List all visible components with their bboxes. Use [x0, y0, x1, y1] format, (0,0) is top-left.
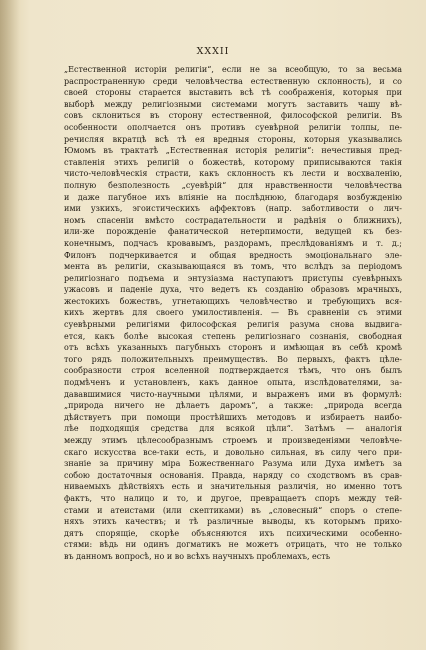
- text-line: няхъ этихъ качествъ; и тѣ различные выводы, къ которымъ прихо-: [64, 517, 402, 527]
- text-line: полную безполезность „суевѣрій“ для нравственности человѣчества: [64, 180, 402, 190]
- page-number: XXXII: [196, 46, 230, 57]
- text-line: распространенную среди человѣчества естественную склонность), и со: [64, 76, 402, 86]
- text-line: лѣе подходящія средства для всякой цѣли“. Затѣмъ — аналогія: [64, 424, 402, 434]
- binding-shadow: [0, 0, 20, 650]
- text-line: стами и атеистами (или скептиками) въ „словесный“ споръ о степе-: [64, 505, 402, 515]
- text-line: ниваемыхъ дѣйствіяхъ есть и значительныя различія, но именно тотъ: [64, 482, 402, 492]
- text-line: особенности ополчается онъ противъ суевѣрной религіи толпы, пе-: [64, 122, 402, 132]
- text-line: Юмомъ въ трактатѣ „Естественная исторія религіи“: нечестивыя пред-: [64, 146, 402, 156]
- text-line: мента въ религіи, сказывающаяся въ томъ, что вслѣдъ за періодомъ: [64, 262, 402, 272]
- text-line: или-же порожденіе фанатической нетерпимости, ведущей къ без-: [64, 227, 402, 237]
- text-line: своей стороны старается выставить всѣ тѣ соображенія, которыя при: [64, 88, 402, 98]
- text-line: речисляя вкратцѣ всѣ тѣ ея вредныя стороны, которыя указывались: [64, 134, 402, 144]
- text-line: ужасовъ и паденіе духа, что ведетъ къ созданію образовъ мрачныхъ,: [64, 285, 402, 295]
- text-line: „природа ничего не дѣлаетъ даромъ“, а также: „природа всегда: [64, 401, 402, 411]
- text-line: кихъ жертвъ для своего умилостивленія. — Въ сравненіи съ этими: [64, 308, 402, 318]
- text-line: знаніе за причину міра Божественнаго Разума или Духа имѣетъ за: [64, 459, 402, 469]
- text-line: ими узкихъ, эгоистическихъ аффектовъ (напр. заботливости о лич-: [64, 204, 402, 214]
- text-line: жестокихъ божествъ, угнетающихъ человѣчество и требующихъ вся-: [64, 296, 402, 306]
- text-line: скаго искусства все-таки есть, и довольно сильная, въ силу чего при-: [64, 447, 402, 457]
- text-line: собою достаточныя основанія. Правда, наряду со сходствомъ въ срав-: [64, 470, 402, 480]
- text-line: совъ склониться въ сторону естественной, философской религіи. Въ: [64, 111, 402, 121]
- text-line: номъ спасеніи вмѣсто сострадательности и радѣнія о ближнихъ),: [64, 215, 402, 225]
- text-line: выборѣ между религіозными системами могутъ заставить чашу вѣ-: [64, 99, 402, 109]
- text-line: чисто-человѣческія страсти, какъ склонность къ лести и восхваленію,: [64, 169, 402, 179]
- text-line: того рядъ положительныхъ преимуществъ. Во первыхъ, фактъ цѣле-: [64, 354, 402, 364]
- text-line: Филонъ подчеркивается и общая вредность эмоціональнаго эле-: [64, 250, 402, 260]
- text-line: фактъ, что налицо и то, и другое, превращаетъ споръ между тей-: [64, 493, 402, 503]
- text-line: и даже пагубное ихъ вліяніе на послѣднюю, благодаря возбужденію: [64, 192, 402, 202]
- text-line: ется, какъ болѣе высокая степень религіознаго сознанія, свободная: [64, 331, 402, 341]
- text-line: „Естественной исторіи религіи“, если не за всеобщую, то за весьма: [64, 65, 402, 74]
- text-line: дятъ спорящіе, скорѣе объясняются ихъ психическими особенно-: [64, 528, 402, 538]
- body-text: [64, 64, 402, 563]
- text-line: дававшимися чисто-научными цѣлями, и выраженъ ими въ формулѣ:: [64, 389, 402, 399]
- text-line: стями: вѣдь ни одинъ догматикъ не можетъ отрицать, что не только: [64, 540, 402, 550]
- text-line: сообразности строя вселенной подтверждается тѣмъ, что онъ былъ: [64, 366, 402, 376]
- text-line: отъ всѣхъ указанныхъ пагубныхъ сторонъ и имѣющая въ себѣ кромѣ: [64, 343, 402, 353]
- text-line: дѣйствуетъ при помощи простѣйшихъ методовъ и избираетъ наибо-: [64, 412, 402, 422]
- text-line: религіознаго подъема и энтузіазма наступаютъ приступы суевѣрныхъ: [64, 273, 402, 283]
- text-line: суевѣрными религіями философская религія разума снова выдвига-: [64, 320, 402, 330]
- text-line: конечнымъ, подчасъ кровавымъ, раздорамъ, преслѣдованіямъ и т. д.;: [64, 238, 402, 248]
- text-line: ставленія этихъ религій о божествѣ, которому приписываются такія: [64, 157, 402, 167]
- text-line: между этимъ цѣлесообразнымъ строемъ и произведеніями человѣче-: [64, 436, 402, 445]
- text-line: въ данномъ вопросѣ, но и во всѣхъ научныхъ проблемахъ, есть: [64, 551, 331, 561]
- text-line: подмѣченъ и установленъ, какъ данное опыта, изслѣдователями, за-: [64, 378, 402, 388]
